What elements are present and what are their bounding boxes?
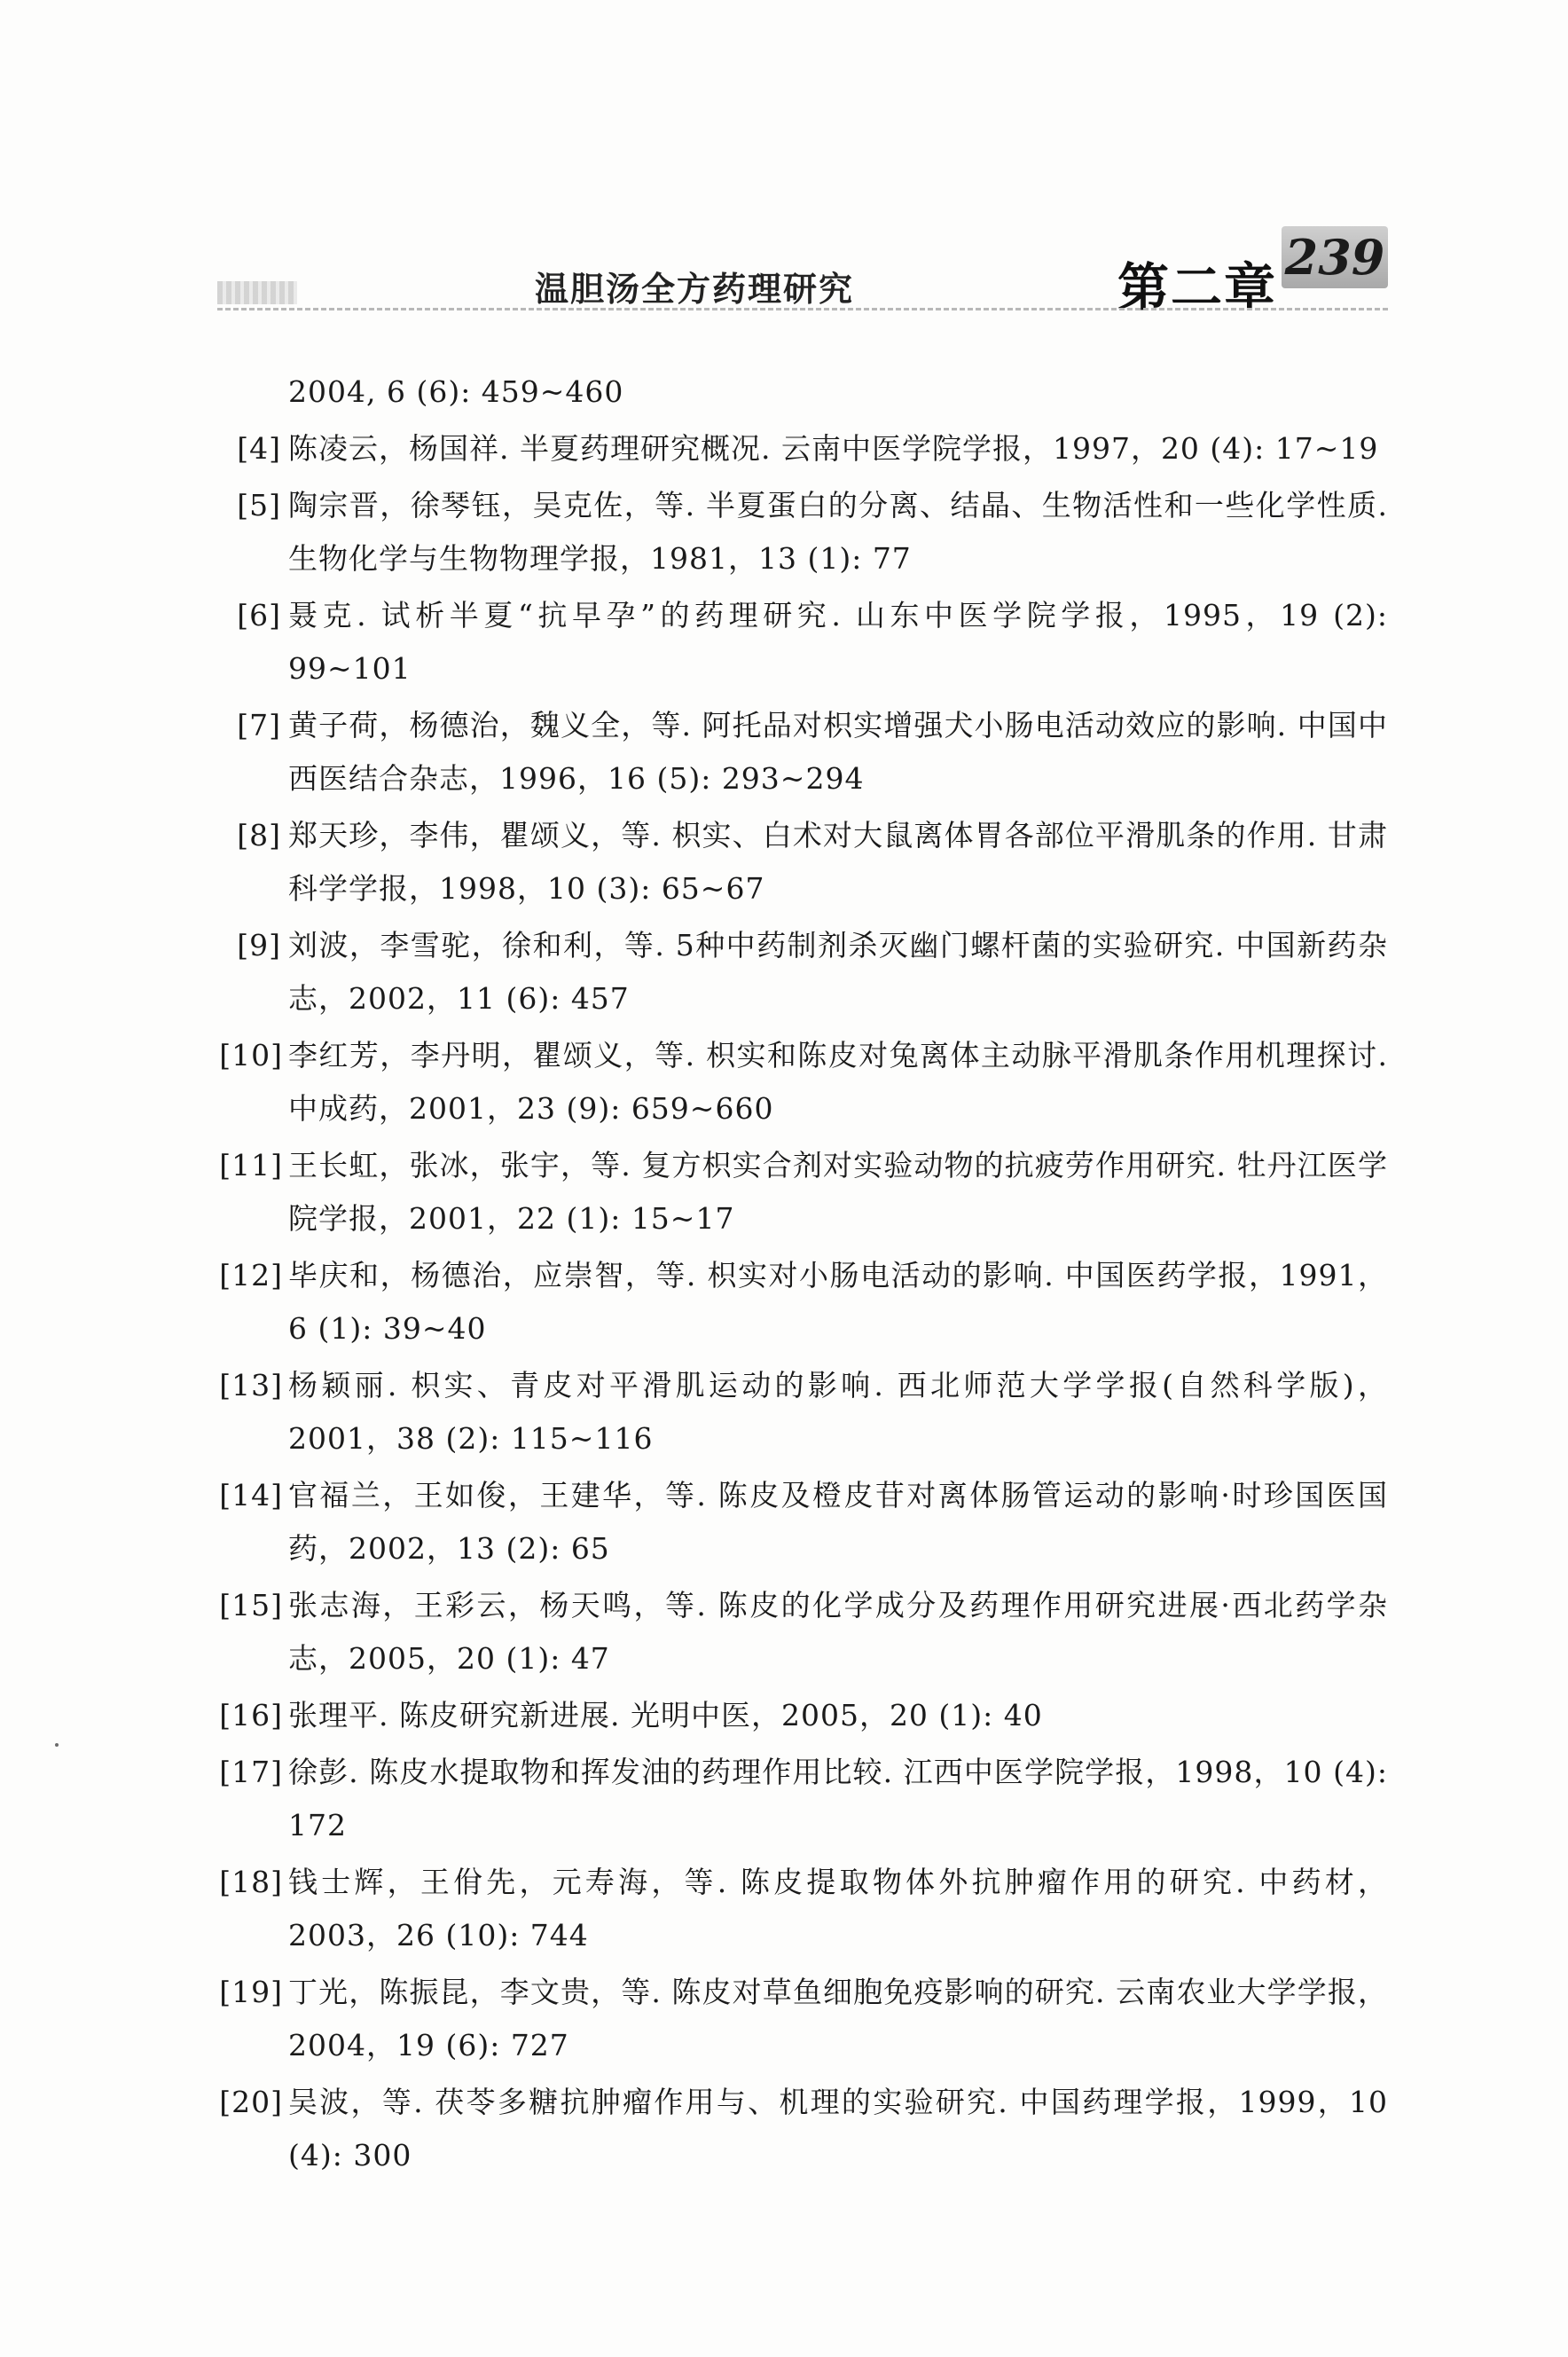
reference-continuation: 2004, 6 (6): 459~460 [288,374,624,409]
reference-text: 丁光，陈振昆，李文贵，等. 陈皮对草鱼细胞免疫影响的研究. 云南农业大学学报，2004，19 (6): 727 [288,1975,1388,2062]
reference-text: 杨颖丽. 枳实、青皮对平滑肌运动的影响. 西北师范大学学报(自然科学版)，2001，38 (2): 115~116 [288,1368,1388,1456]
reference-item [219,1746,1388,1852]
reference-items [219,422,1388,2182]
reference-text: 徐彭. 陈皮水提取物和挥发油的药理作用比较. 江西中医学院学报，1998，10 (4): 172 [288,1755,1388,1842]
reference-number-text: [18] [219,1865,283,1899]
reference-item [219,1689,1388,1742]
reference-item [219,1856,1388,1962]
reference-item [219,1139,1388,1245]
reference-number-text: [13] [219,1368,283,1402]
reference-item [219,1966,1388,2072]
reference-text: 陶宗晋，徐琴钰，吴克佐，等. 半夏蛋白的分离、结晶、生物活性和一些化学性质. 生物化学与生物物理学报，1981，13 (1): 77 [288,488,1388,576]
reference-number-text: [7] [237,708,281,742]
reference-text: 刘波，李雪驼，徐和利，等. 5种中药制剂杀灭幽门螺杆菌的实验研究. 中国新药杂志，2002，11 (6): 457 [288,928,1388,1016]
reference-number-text: [14] [219,1478,283,1512]
reference-text: 王长虹，张冰，张宇，等. 复方枳实合剂对实验动物的抗疲劳作用研究. 牡丹江医学院学报，2001，22 (1): 15~17 [288,1148,1388,1236]
reference-item [237,919,1388,1025]
reference-text: 吴波，等. 茯苓多糖抗肿瘤作用与、机理的实验研究. 中国药理学报，1999，10 (4): 300 [288,2085,1388,2172]
reference-text: 李红芳，李丹明，瞿颂义，等. 枳实和陈皮对兔离体主动脉平滑肌条作用机理探讨. 中成药，2001，23 (9): 659~660 [288,1038,1388,1126]
scan-speck [55,1743,59,1747]
header-title: 温胆汤全方药理研究 [535,270,855,309]
reference-number-text: [10] [219,1038,283,1072]
reference-number-text: [20] [219,2085,283,2119]
reference-item [237,479,1388,585]
reference-number-text: [17] [219,1755,283,1789]
reference-item [219,2076,1388,2182]
reference-item [237,422,1388,475]
reference-text: 毕庆和，杨德治，应崇智，等. 枳实对小肠电活动的影响. 中国医药学报，1991，6 (1): 39~40 [288,1258,1388,1346]
reference-text: 郑天珍，李伟，瞿颂义，等. 枳实、白术对大鼠离体胃各部位平滑肌条的作用. 甘肃科学学报，1998，10 (3): 65~67 [288,818,1388,906]
reference-number-text: [8] [237,818,281,852]
reference-item [219,1579,1388,1685]
reference-text: 陈凌云，杨国祥. 半夏药理研究概况. 云南中医学院学报，1997，20 (4): 17~19 [288,431,1379,466]
reference-text: 黄子荷，杨德治，魏义全，等. 阿托品对枳实增强犬小肠电活动效应的影响. 中国中西医结合杂志，1996，16 (5): 293~294 [288,708,1388,796]
reference-number-text: [12] [219,1258,283,1292]
reference-number-text: [19] [219,1975,283,2009]
page-number: 239 [1282,226,1388,288]
running-header [217,226,1388,318]
reference-number-text: [16] [219,1698,283,1732]
reference-item [237,699,1388,805]
reference-item [219,1359,1388,1465]
reference-number-text: [9] [237,928,281,962]
reference-item [219,1029,1388,1135]
reference-list [219,365,1388,2186]
reference-number-text: [6] [237,598,281,632]
reference-text: 张理平. 陈皮研究新进展. 光明中医，2005，20 (1): 40 [288,1698,1043,1732]
reference-text: 官福兰，王如俊，王建华，等. 陈皮及橙皮苷对离体肠管运动的影响·时珍国医国药，2002，13 (2): 65 [288,1478,1388,1566]
reference-item [237,809,1388,915]
header-decoration [217,281,297,304]
reference-text: 钱士辉，王佾先，元寿海，等. 陈皮提取物体外抗肿瘤作用的研究. 中药材，2003，26 (10): 744 [288,1865,1388,1952]
reference-item [219,1249,1388,1355]
reference-item [237,589,1388,695]
reference-number-text: [11] [219,1148,283,1182]
reference-text: 聂克. 试析半夏“抗早孕”的药理研究. 山东中医学院学报，1995，19 (2): 99~101 [288,598,1388,686]
reference-text: 张志海，王彩云，杨天鸣，等. 陈皮的化学成分及药理作用研究进展·西北药学杂志，2005，20 (1): 47 [288,1588,1388,1676]
chapter-label: 第二章 [1117,257,1278,318]
reference-number-text: [4] [237,431,281,466]
reference-number-text: [5] [237,488,281,522]
reference-item [219,1469,1388,1575]
reference-number-text: [15] [219,1588,283,1622]
header-divider [217,308,1388,310]
